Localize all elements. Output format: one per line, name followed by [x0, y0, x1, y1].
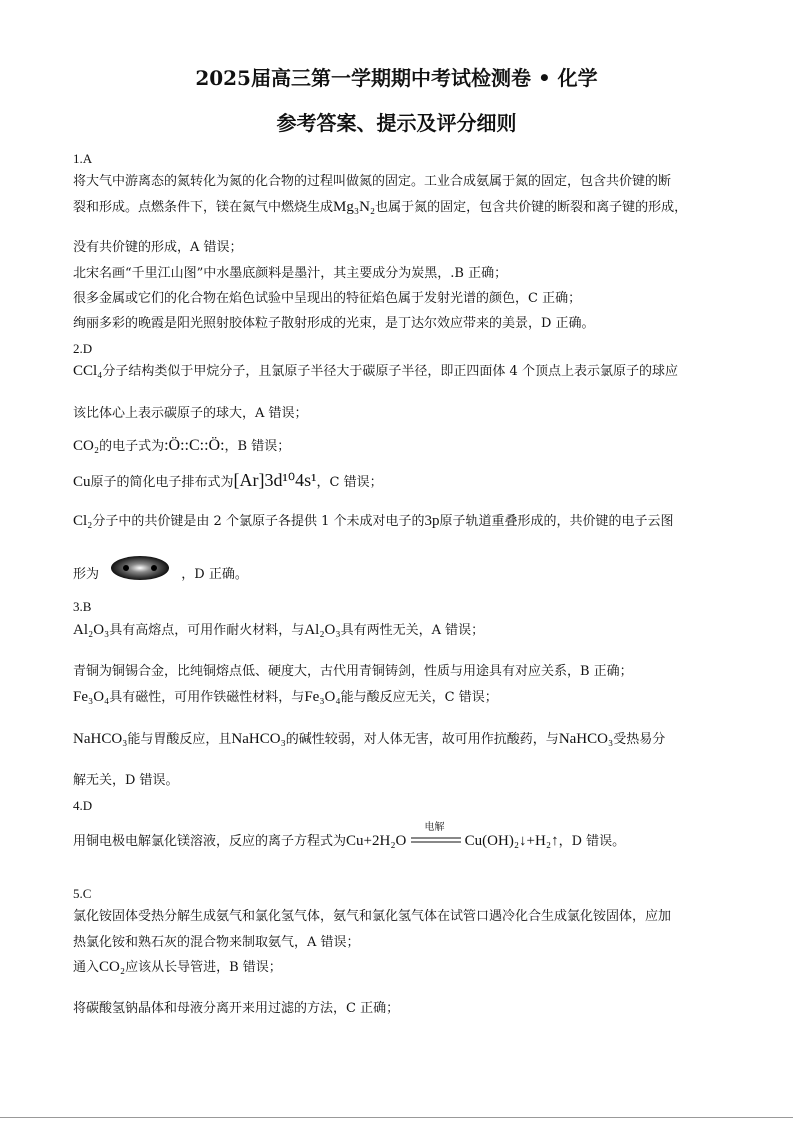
q5-line3 — [73, 958, 723, 977]
q2-line2: 该比体心上表示碳原子的球大，A 错误； — [73, 406, 308, 421]
page-subtitle: 参考答案、提示及评分细则 — [276, 111, 517, 135]
formula-nahco3: NaHCO₃ — [73, 731, 128, 747]
q3-line4-text-c: 受热易分 — [613, 732, 666, 747]
q2-number: 2.D — [73, 341, 93, 356]
formula-co2: CO₂ — [73, 438, 100, 454]
q3-line1-text-a: 具有高熔点，可用作耐火材料，与 — [109, 623, 305, 638]
electron-cloud-icon — [109, 555, 171, 581]
q1-line2 — [73, 198, 723, 217]
formula-cu: Cu — [73, 474, 91, 490]
q4-line1 — [73, 822, 723, 851]
ar-electron-config: [Ar]3d¹⁰4s¹ — [233, 470, 317, 490]
formula-al2o3-b: Al₂O₃ — [304, 622, 341, 638]
orbital-3p: 3p — [424, 513, 440, 529]
q3-line1 — [73, 621, 723, 640]
q3-line5: 解无关，D 错误。 — [73, 773, 179, 788]
q3-line4-text-a: 能与胃酸反应，且 — [127, 732, 232, 747]
q1-line1: 将大气中游离态的氮转化为氮的化合物的过程叫做氮的固定。工业合成氨属于氮的固定，包含共价键的断 — [73, 174, 672, 189]
q2-line5 — [73, 512, 723, 531]
q5-line3-text-a: 通入 — [73, 960, 100, 975]
page-title: 2025届高三第一学期期中考试检测卷 • 化学 — [195, 66, 598, 90]
q2-line4-text-b: ，C 错误； — [316, 475, 383, 490]
formula-cl2: Cl₂ — [73, 513, 93, 529]
q3-line3 — [73, 688, 723, 707]
q2-line4 — [73, 471, 723, 492]
q2-line1-text: 分子结构类似于甲烷分子，且氯原子半径大于碳原子半径，即正四面体 4 个顶点上表示氯原子的球应 — [102, 364, 678, 379]
q1-number: 1.A — [73, 151, 93, 166]
q4-line1-text-a: 用铜电极电解氯化镁溶液，反应的离子方程式为 — [73, 834, 347, 849]
q2-line6-text-a: 形为 — [73, 567, 100, 582]
electrolysis-arrow — [411, 822, 461, 851]
co2-electron-formula: :Ö::C::Ö: — [164, 437, 225, 454]
equation-left: Cu+2H₂O — [346, 833, 407, 849]
q5-line3-text-b: 应该从长导管进，B 错误； — [125, 960, 282, 975]
q4-line1-text-b: ，D 错误。 — [558, 834, 626, 849]
q1-line2-text-b: 也属于氮的固定，包含共价键的断裂和离子键的形成， — [375, 200, 688, 215]
formula-ccl4: CCl₄ — [73, 363, 103, 379]
electrolysis-label: 电解 — [424, 822, 445, 833]
q2-line5-text-a: 分子中的共价键是由 2 个氯原子各提供 1 个未成对电子的 — [92, 514, 425, 529]
formula-al2o3: Al₂O₃ — [73, 622, 110, 638]
q2-line5-text-b: 原子轨道重叠形成的，共价键的电子云图 — [439, 514, 674, 529]
q2-line1 — [73, 362, 723, 381]
equation-right: Cu(OH)₂↓+H₂↑ — [464, 833, 559, 849]
q1-line3: 没有共价键的形成，A 错误； — [73, 240, 243, 255]
q3-line1-text-b: 具有两性无关，A 错误； — [340, 623, 485, 638]
q2-line4-text-a: 原子的简化电子排布式为 — [90, 475, 234, 490]
q1-line4: 北宋名画“千里江山图”中水墨底颜料是墨汁，其主要成分为炭黑，.B 正确； — [73, 266, 508, 281]
q5-line1: 氯化铵固体受热分解生成氨气和氯化氢气体，氨气和氯化氢气体在试管口遇冷化合生成氯化铵固体，应加 — [73, 909, 672, 924]
q1-line2-text-a: 裂和形成。点燃条件下，镁在氮气中燃烧生成 — [73, 200, 334, 215]
q2-line6-text-b: ，D 正确。 — [181, 567, 248, 582]
q1-line6: 绚丽多彩的晚霞是阳光照射胶体粒子散射形成的光束，是丁达尔效应带来的美景，D 正确。 — [73, 316, 595, 331]
q1-line5: 很多金属或它们的化合物在焰色试验中呈现出的特征焰色属于发射光谱的颜色，C 正确； — [73, 291, 582, 306]
q3-line3-text-b: 能与酸反应无关，C 错误； — [340, 690, 498, 705]
formula-nahco3-b: NaHCO₃ — [231, 731, 286, 747]
q4-number: 4.D — [73, 798, 93, 813]
formula-mg3n2: Mg₃N₂ — [333, 199, 376, 215]
q2-line6 — [73, 566, 723, 584]
q3-line4 — [73, 730, 723, 749]
formula-fe3o4-b: Fe₃O₄ — [304, 689, 341, 705]
formula-fe3o4: Fe₃O₄ — [73, 689, 110, 705]
q3-number: 3.B — [73, 599, 92, 614]
q3-line4-text-b: 的碱性较弱，对人体无害，故可用作抗酸药，与 — [285, 732, 559, 747]
page-bottom-rule — [0, 1117, 793, 1118]
q5-line2: 热氯化铵和熟石灰的混合物来制取氨气，A 错误； — [73, 935, 360, 950]
formula-co2-b: CO₂ — [99, 959, 126, 975]
q2-line3-text-a: 的电子式为 — [99, 439, 165, 454]
formula-nahco3-c: NaHCO₃ — [558, 731, 614, 747]
q2-line3 — [73, 437, 723, 456]
q5-line4: 将碳酸氢钠晶体和母液分离开来用过滤的方法，C 正确； — [73, 1001, 400, 1016]
q3-line3-text-a: 具有磁性，可用作铁磁性材料，与 — [109, 690, 305, 705]
q5-number: 5.C — [73, 886, 92, 901]
q3-line2: 青铜为铜锡合金，比纯铜熔点低、硬度大，古代用青铜铸剑，性质与用途具有对应关系，B 正确； — [73, 664, 633, 679]
q2-line3-text-b: ，B 错误； — [224, 439, 291, 454]
